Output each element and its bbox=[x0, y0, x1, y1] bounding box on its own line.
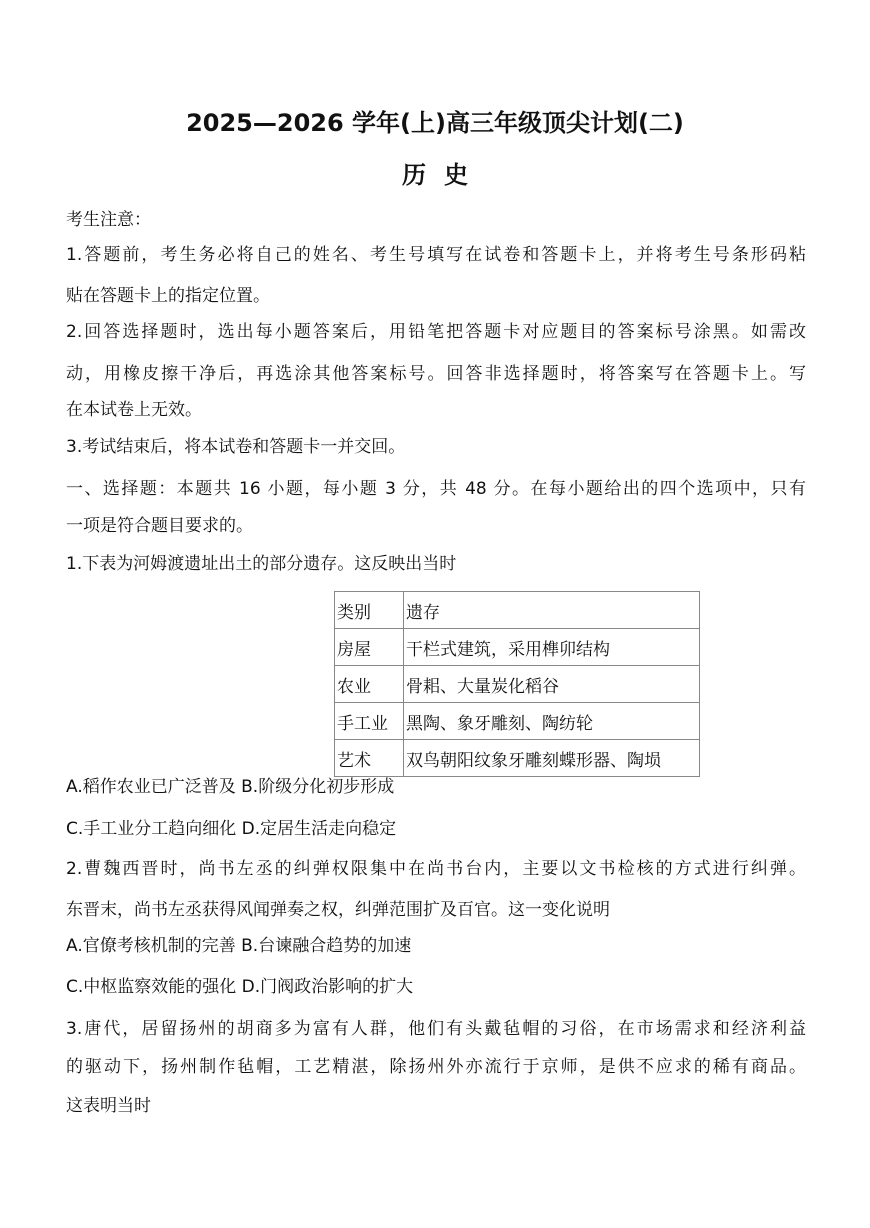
question-2-options-cd: C.中枢监察效能的强化 D.门阀政治影响的扩大 bbox=[66, 977, 414, 997]
table-cell-category: 艺术 bbox=[335, 740, 404, 777]
question-2-options-ab: A.官僚考核机制的完善 B.台谏融合趋势的加速 bbox=[66, 936, 412, 956]
section-instruction-line-2: 一项是符合题目要求的。 bbox=[66, 516, 253, 536]
exam-title: 2025—2026 学年(上)高三年级顶尖计划(二) bbox=[186, 109, 684, 137]
question-3-stem-line-2: 的驱动下，扬州制作毡帽，工艺精湛，除扬州外亦流行于京师，是供不应求的稀有商品。 bbox=[66, 1057, 806, 1077]
table-cell-category: 手工业 bbox=[335, 703, 404, 740]
section-instruction-line-1: 一、选择题：本题共 16 小题，每小题 3 分，共 48 分。在每小题给出的四个选项中，只有 bbox=[66, 479, 806, 499]
question-1-stem: 1.下表为河姆渡遗址出土的部分遗存。这反映出当时 bbox=[66, 554, 457, 574]
table-row bbox=[335, 629, 700, 666]
notice-item-2-line-2: 动，用橡皮擦干净后，再选涂其他答案标号。回答非选择题时，将答案写在答题卡上。写 bbox=[66, 364, 806, 384]
table-row bbox=[335, 703, 700, 740]
table-cell-category: 农业 bbox=[335, 666, 404, 703]
table-cell-category: 房屋 bbox=[335, 629, 404, 666]
notice-item-1-line-2: 贴在答题卡上的指定位置。 bbox=[66, 286, 270, 306]
table-header-relics: 遗存 bbox=[404, 592, 700, 629]
question-3-stem-line-3: 这表明当时 bbox=[66, 1096, 151, 1116]
table-header-category: 类别 bbox=[335, 592, 404, 629]
subject-title: 历史 bbox=[402, 161, 486, 189]
table-cell-relics: 骨耜、大量炭化稻谷 bbox=[404, 666, 700, 703]
notice-item-3: 3.考试结束后，将本试卷和答题卡一并交回。 bbox=[66, 437, 406, 457]
question-2-stem-line-1: 2.曹魏西晋时，尚书左丞的纠弹权限集中在尚书台内，主要以文书检核的方式进行纠弹。 bbox=[66, 859, 806, 879]
question-1-options-ab: A.稻作农业已广泛普及 B.阶级分化初步形成 bbox=[66, 777, 395, 797]
question-1-options-cd: C.手工业分工趋向细化 D.定居生活走向稳定 bbox=[66, 819, 397, 839]
table-cell-relics: 双鸟朝阳纹象牙雕刻蝶形器、陶埙 bbox=[404, 740, 700, 777]
notice-item-1-line-1: 1.答题前，考生务必将自己的姓名、考生号填写在试卷和答题卡上，并将考生号条形码粘 bbox=[66, 245, 806, 265]
table-header-row bbox=[335, 592, 700, 629]
question-2-stem-line-2: 东晋末，尚书左丞获得风闻弹奏之权，纠弹范围扩及百官。这一变化说明 bbox=[66, 900, 610, 920]
table-row bbox=[335, 740, 700, 777]
notice-heading: 考生注意： bbox=[66, 210, 151, 230]
relics-table bbox=[334, 591, 700, 777]
table-row bbox=[335, 666, 700, 703]
table-cell-relics: 黑陶、象牙雕刻、陶纺轮 bbox=[404, 703, 700, 740]
notice-item-2-line-3: 在本试卷上无效。 bbox=[66, 400, 202, 420]
question-3-stem-line-1: 3.唐代，居留扬州的胡商多为富有人群，他们有头戴毡帽的习俗，在市场需求和经济利益 bbox=[66, 1019, 806, 1039]
table-cell-relics: 干栏式建筑，采用榫卯结构 bbox=[404, 629, 700, 666]
notice-item-2-line-1: 2.回答选择题时，选出每小题答案后，用铅笔把答题卡对应题目的答案标号涂黑。如需改 bbox=[66, 322, 806, 342]
